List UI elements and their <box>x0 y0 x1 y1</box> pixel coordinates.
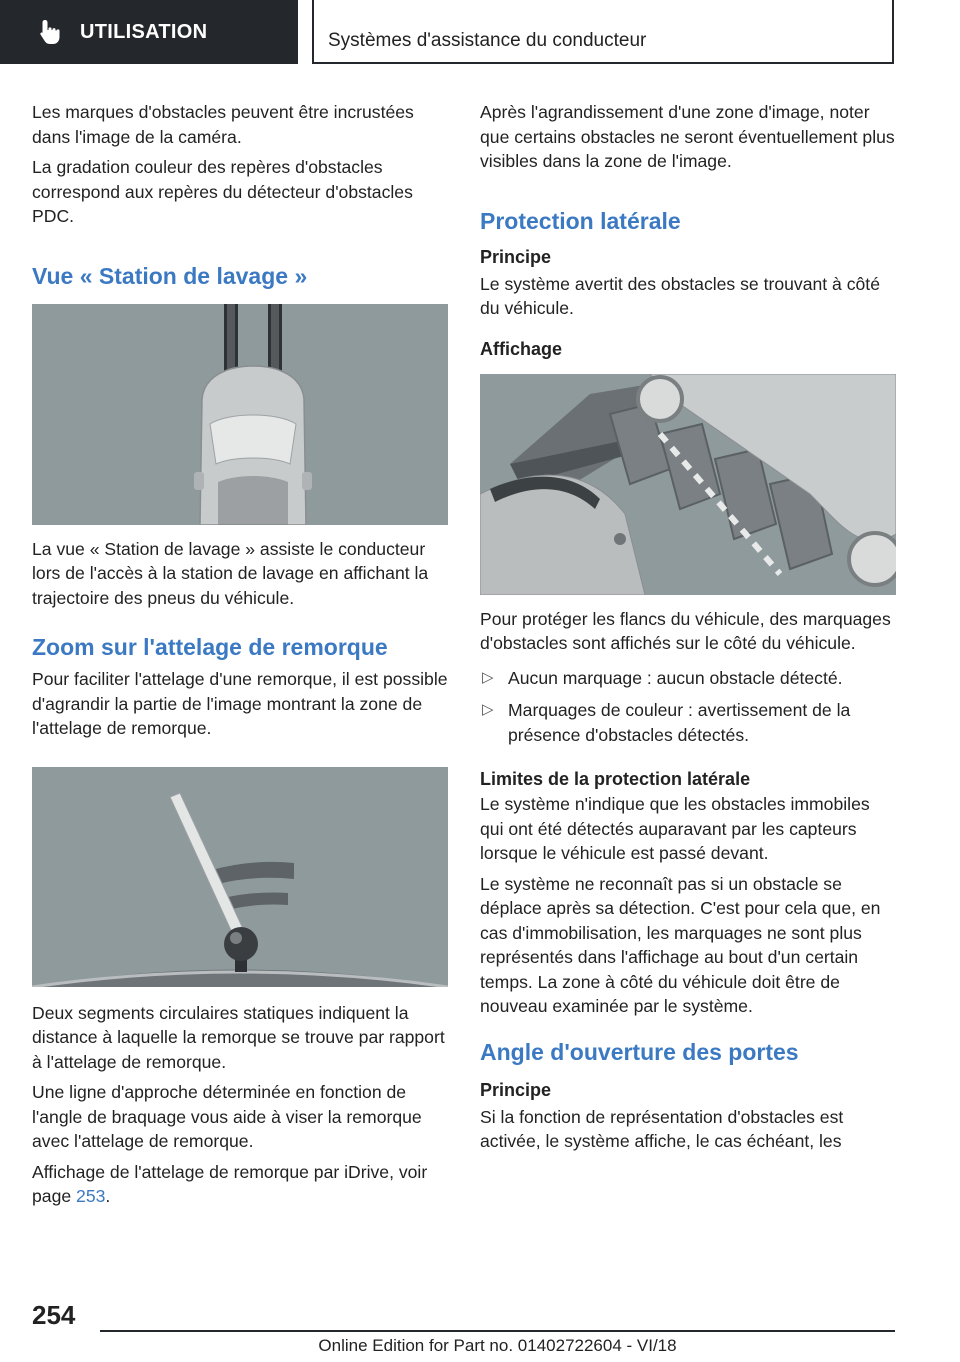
side-protection-illustration <box>480 374 896 595</box>
paragraph-limits-1: Le système n'indique que les obstacles immobiles qui ont été détectés auparavant par les capteurs lorsque le véhicule est passé devant. <box>480 794 870 863</box>
left-column <box>32 100 448 1219</box>
paragraph-car-wash-description: La vue « Station de lavage » assiste le conducteur lors de l'accès à la station de lavage en affichant la trajectoire des pneus du véhicule. <box>32 538 429 608</box>
paragraph-trailer-zoom: Pour faciliter l'attelage d'une remorque, il est possible d'agrandir la partie de l'image montrant la zone de l'attelage de remorque. <box>32 669 448 738</box>
heading-car-wash-view: Vue « Station de lavage » <box>32 262 308 289</box>
heading-side-protection: Protection latérale <box>480 207 681 234</box>
page-reference-link[interactable]: 253 <box>76 1186 106 1206</box>
idrive-reference-period: . <box>105 1186 111 1206</box>
idrive-reference-text: Affichage de l'attelage de remorque par iDrive, voir page <box>32 1161 428 1206</box>
paragraph-limits-2: Le système ne reconnaît pas si un obstacle se déplace après sa détection. C'est pour cela que, en cas d'immobilisation, les marquages ne sont plus représentés dans l'affichage au bout d'un certain temps. La zone à côté du véhicule doit être de nouveau examinée par le système. <box>480 873 881 1016</box>
paragraph-flank-protection: Pour protéger les flancs du véhicule, des marquages d'obstacles sont affichés sur le côté du véhicule. <box>480 608 891 653</box>
header-section-tab <box>0 0 298 64</box>
trailer-hitch-illustration <box>32 767 448 987</box>
paragraph-obstacle-marks: Les marques d'obstacles peuvent être incrustées dans l'image de la caméra. <box>32 102 414 147</box>
list-item-text: Marquages de couleur : avertissement de la présence d'obstacles détectés. <box>508 700 851 745</box>
heading-trailer-hitch-zoom: Zoom sur l'attelage de remorque <box>32 634 388 660</box>
footer-edition: Online Edition for Part no. 01402722604 - VI/18 <box>318 1336 677 1355</box>
pointing-hand-icon <box>36 17 66 47</box>
list-item <box>480 666 896 691</box>
right-column <box>480 100 896 1164</box>
list-item-text: Aucun marquage : aucun obstacle détecté. <box>508 667 843 688</box>
header-section-title: UTILISATION <box>80 20 208 43</box>
paragraph-circular-segments: Deux segments circulaires statiques indiquent la distance à laquelle la remorque se trouve par rapport à l'attelage de remorque. <box>32 1002 445 1072</box>
paragraph-approach-line: Une ligne d'approche déterminée en fonction de l'angle de braquage vous aide à viser la remorque avec l'attelage de remorque. <box>32 1082 422 1151</box>
list-item <box>480 698 896 747</box>
figure-side-protection <box>480 374 896 595</box>
triangle-right-icon: ▷ <box>482 668 494 686</box>
marking-status-list <box>480 666 896 748</box>
heading-principle-side: Principe <box>480 246 552 267</box>
triangle-right-icon: ▷ <box>482 701 494 718</box>
heading-side-protection-limits: Limites de la protection latérale <box>480 769 751 789</box>
paragraph-principle-doors: Si la fonction de représentation d'obstacles est activée, le système affiche, le cas échéant, les <box>480 1106 844 1151</box>
heading-principle-doors: Principe <box>480 1079 552 1100</box>
footer-divider <box>100 1330 895 1332</box>
page-number: 254 <box>32 1300 76 1330</box>
figure-trailer-hitch-zoom <box>32 767 448 987</box>
heading-door-opening-angle: Angle d'ouverture des portes <box>480 1038 799 1065</box>
figure-car-wash-view <box>32 304 448 525</box>
paragraph-color-gradation: La gradation couleur des repères d'obstacles correspond aux repères du détecteur d'obstacles PDC. <box>32 157 413 226</box>
car-wash-illustration <box>32 304 448 525</box>
heading-display: Affichage <box>480 338 563 359</box>
header-subsection-title: Systèmes d'assistance du conducteur <box>328 30 647 51</box>
paragraph-idrive-reference <box>32 1160 448 1209</box>
paragraph-principle-side: Le système avertit des obstacles se trouvant à côté du véhicule. <box>480 273 880 318</box>
header-subsection-box <box>312 0 894 64</box>
paragraph-zoom-note: Après l'agrandissement d'une zone d'image, noter que certains obstacles ne seront éventuellement plus visibles dans la zone de l'image. <box>480 102 895 171</box>
